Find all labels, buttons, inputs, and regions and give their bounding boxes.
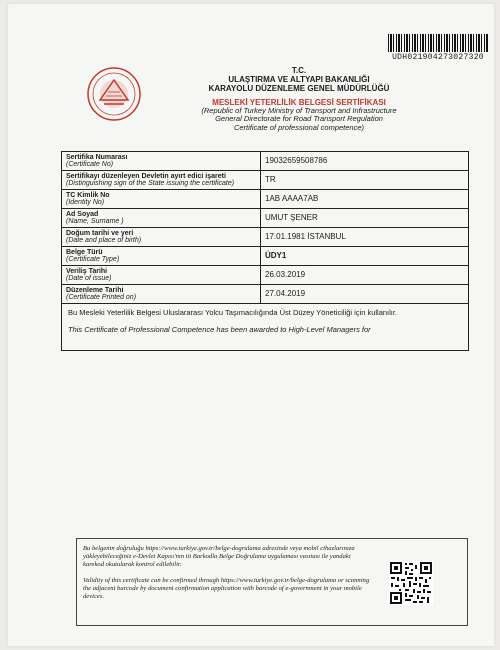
barcode: [386, 34, 490, 62]
barcode-bars: [388, 34, 488, 52]
table-row: [62, 266, 469, 285]
row-label-en: (Certificate No): [66, 161, 114, 168]
row-label: Doğum tarihi ve yeri: [66, 230, 134, 237]
row-label-en: (Date of issue): [66, 275, 112, 282]
identity-number: 1AB AAAA7AB: [261, 190, 469, 209]
certificate-title: MESLEKİ YETERLİLİK BELGESİ SERTİFİKASI: [212, 97, 386, 107]
row-label-en: (Name, Surname ): [66, 218, 124, 225]
birth-date-place: 17.01.1981 İSTANBUL: [261, 228, 469, 247]
row-label-en: (Certificate Printed on): [66, 294, 137, 301]
verification-box: [76, 538, 468, 626]
issuing-state: TR: [261, 171, 469, 190]
print-date: 27.04.2019: [261, 285, 469, 304]
holder-name: UMUT ŞENER: [261, 209, 469, 228]
usage-note-en: This Certificate of Professional Competence has been awarded to High-Level Managers for: [68, 325, 371, 334]
table-row: [62, 247, 469, 266]
certificate-type: ÜDY1: [261, 247, 469, 266]
table-row: [62, 152, 469, 171]
row-label-en: (Identity No): [66, 199, 105, 206]
table-row: [62, 209, 469, 228]
ministry-seal-icon: [86, 66, 142, 122]
row-label: Sertifikayı düzenleyen Devletin ayırt edici işareti: [66, 173, 226, 180]
table-row: [62, 285, 469, 304]
verification-text-en: Validity of this certificate can be confirmed through https://www.turkiye.gov.tr/belge-dogrulama or scanning the adjacent barcode by document confirmation application with barcode of e-government in your mobile devices.: [83, 576, 370, 601]
barcode-number: UDH021904273027320: [392, 53, 484, 62]
header-directorate: KARAYOLU DÜZENLEME GENEL MÜDÜRLÜĞÜ: [208, 84, 390, 94]
issue-date: 26.03.2019: [261, 266, 469, 285]
certificate-table: [61, 151, 469, 351]
table-row: [62, 190, 469, 209]
row-label: Ad Soyad: [66, 211, 99, 218]
row-label-en: (Distinguishing sign of the State issuing the certificate): [66, 180, 235, 187]
verification-text-tr: Bu belgenin doğruluğu https://www.turkiye.gov.tr/belge-dogrulama adresinde veya mobil cihazlarınıza yükleyebileceğiniz e-Devlet Kapısı'nın iti Barkodla Belge Doğrulama uygulaması vasıtası ile yandaki karekod okutularak kontrol edilebilir.: [83, 545, 355, 569]
row-label: Düzenleme Tarihi: [66, 287, 124, 294]
table-row: [62, 304, 469, 351]
certificate-header: [158, 66, 440, 133]
header-tc: T.C.: [291, 66, 307, 75]
row-label: Veriliş Tarihi: [66, 268, 108, 275]
table-row: [62, 228, 469, 247]
usage-note-tr: Bu Mesleki Yeterlilik Belgesi Uluslararası Yolcu Taşımacılığında Üst Düzey Yöneticiliği için kullanılır.: [68, 308, 398, 317]
certificate-number: 19032659508786: [261, 152, 469, 171]
header-en-line3: Certificate of professional competence): [233, 123, 365, 132]
row-label: Belge Türü: [66, 249, 103, 256]
header-ministry: ULAŞTIRMA VE ALTYAPI BAKANLIĞI: [228, 75, 370, 85]
row-label-en: (Date and place of birth): [66, 237, 142, 244]
header-en-line2: General Directorate for Road Transport Regulation: [215, 114, 383, 124]
row-label-en: (Certificate Type): [66, 256, 120, 263]
table-row: [62, 171, 469, 190]
header-en-line1: (Republic of Turkey Ministry of Transport and Infrastructure: [201, 105, 397, 115]
qr-code-icon[interactable]: [389, 561, 433, 605]
usage-note: [62, 304, 469, 351]
verification-text: [83, 545, 373, 608]
row-label: TC Kimlik No: [66, 192, 110, 199]
row-label: Sertifika Numarası: [66, 154, 128, 161]
